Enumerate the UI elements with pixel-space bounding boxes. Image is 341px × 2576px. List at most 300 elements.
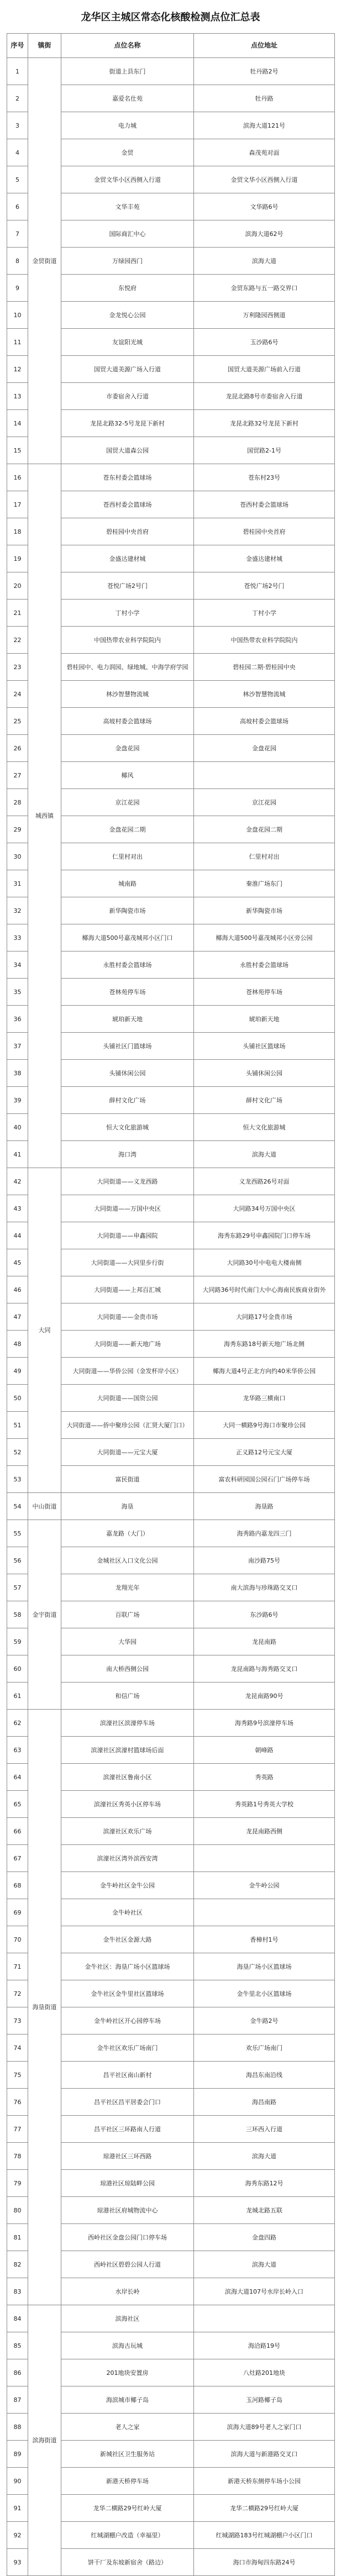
cell-site-name: 文华丰苑 (61, 193, 194, 220)
cell-no: 10 (7, 302, 28, 329)
cell-site-name: 友谊阳光城 (61, 329, 194, 356)
cell-no: 53 (7, 1466, 28, 1493)
table-row (7, 1168, 335, 1195)
cell-site-address: 头铺休闲公园 (194, 1060, 335, 1087)
cell-site-address: 大同路30号中电电大楼南侧 (194, 1249, 335, 1276)
cell-site-name: 滨海社区 (61, 2305, 194, 2332)
cell-site-name: 城南路 (61, 870, 194, 897)
cell-no: 40 (7, 1114, 28, 1141)
cell-no: 58 (7, 1601, 28, 1628)
cell-no: 47 (7, 1303, 28, 1331)
cell-site-address: 中国热带农业科学院院内 (194, 627, 335, 654)
cell-no: 30 (7, 843, 28, 870)
cell-site-address: 大同路34号万国中央区 (194, 1195, 335, 1222)
cell-site-name: 苍西村委会篮球场 (61, 491, 194, 518)
cell-no: 38 (7, 1060, 28, 1087)
cell-no: 70 (7, 1926, 28, 1953)
cell-site-address: 苍东村23号 (194, 464, 335, 491)
cell-no: 74 (7, 2034, 28, 2062)
cell-site-address: 龙昆南路与海秀路交叉口 (194, 1655, 335, 1683)
cell-site-name: 红城湖棚户改造（幸福里） (61, 2522, 194, 2549)
cell-site-address: 东沙路6号 (194, 1601, 335, 1628)
cell-no: 12 (7, 356, 28, 383)
cell-site-address: 三环西入行道 (194, 2116, 335, 2143)
cell-site-name: 头铺休闲公园 (61, 1060, 194, 1087)
cell-no: 4 (7, 139, 28, 166)
cell-no: 33 (7, 924, 28, 951)
cell-site-address: 秀英路 (194, 1764, 335, 1791)
cell-site-address: 玉沙路6号 (194, 329, 335, 356)
cell-site-address: 龙华二横路29号红岭大厦 (194, 2495, 335, 2522)
cell-site-name: 海垦 (61, 1493, 194, 1520)
cell-no: 93 (7, 2549, 28, 2576)
cell-no: 92 (7, 2522, 28, 2549)
cell-site-address: 牡丹路 (194, 85, 335, 112)
cell-no: 64 (7, 1764, 28, 1791)
cell-site-address: 金盛达建材城 (194, 545, 335, 572)
cell-no: 42 (7, 1168, 28, 1195)
cell-no: 73 (7, 2007, 28, 2034)
cell-no: 57 (7, 1574, 28, 1601)
cell-no: 37 (7, 1033, 28, 1060)
cell-site-address: 义龙西路26号对面 (194, 1168, 335, 1195)
cell-site-address: 朝峰路 (194, 1737, 335, 1764)
cell-site-name: 金牛岭社区 (61, 1899, 194, 1926)
cell-no: 66 (7, 1818, 28, 1845)
cell-site-address: 滨海大道与新港路交叉口 (194, 2441, 335, 2468)
cell-site-name: 大同街道——申鑫园院 (61, 1222, 194, 1249)
cell-no: 50 (7, 1385, 28, 1412)
cell-site-address: 秦淮广场东门 (194, 870, 335, 897)
cell-site-address: 玉河路椰子岛 (194, 2386, 335, 2414)
cell-site-name: 京江花园 (61, 789, 194, 816)
cell-site-address: 金牛路2号 (194, 2007, 335, 2034)
cell-site-address: 海昌东南沿线 (194, 2062, 335, 2089)
cell-site-name: 椰海大道500号嘉茂城邦小区门口 (61, 924, 194, 951)
cell-no: 29 (7, 816, 28, 843)
cell-site-name: 碧桂园中、电力润园、绿地城、中海学府学园 (61, 654, 194, 681)
cell-site-name: 大同街道——万国中央区 (61, 1195, 194, 1222)
cell-no: 3 (7, 112, 28, 139)
cell-site-name: 国贸大道美源广场入行道 (61, 356, 194, 383)
cell-site-address: 国贸路2-1号 (194, 437, 335, 464)
cell-site-name: 大同街道——大同里步行街 (61, 1249, 194, 1276)
cell-no: 27 (7, 762, 28, 789)
cell-site-name: 金牛岭社区开心园停车场 (61, 2007, 194, 2034)
cell-site-name: 苍东村委会篮球场 (61, 464, 194, 491)
cell-site-name: 201地块安置房 (61, 2359, 194, 2386)
cell-site-name: 大同街道——上邦百汇城 (61, 1276, 194, 1303)
cell-site-name: 碧桂园中央首府 (61, 518, 194, 545)
cell-no: 65 (7, 1791, 28, 1818)
cell-street: 滨海街道 (28, 2305, 61, 2576)
cell-no: 77 (7, 2116, 28, 2143)
cell-site-name: 金城社区入口文化公园 (61, 1547, 194, 1574)
cell-site-name: 万绿园西门 (61, 248, 194, 275)
cell-no: 11 (7, 329, 28, 356)
cell-site-name: 滨濠社区滨濠村篮球场后面 (61, 1737, 194, 1764)
cell-site-address: 滨海大道107号水岸长岭入口 (194, 2278, 335, 2305)
cell-site-address: 海秀东路18号新天地广场北侧 (194, 1331, 335, 1358)
cell-site-name: 大同街道——新天地广场 (61, 1331, 194, 1358)
cell-site-address: 海秀路内嘉龙四三门 (194, 1520, 335, 1547)
cell-no: 55 (7, 1520, 28, 1547)
cell-site-name: 大同街道——义龙西路 (61, 1168, 194, 1195)
cell-no: 24 (7, 681, 28, 708)
cell-site-address: 富农科研园国公园石门广场停车场 (194, 1466, 335, 1493)
cell-site-name: 丁村小学 (61, 600, 194, 627)
cell-no: 81 (7, 2224, 28, 2251)
cell-site-address: 滨海大道 (194, 248, 335, 275)
cell-site-name: 街道上县东门 (61, 58, 194, 85)
cell-site-name: 恒大文化旅游城 (61, 1114, 194, 1141)
cell-site-address: 京江花园 (194, 789, 335, 816)
table-row (7, 1493, 335, 1520)
cell-site-name: 椰风 (61, 762, 194, 789)
cell-no: 85 (7, 2332, 28, 2359)
cell-site-name: 滨濠社区秀英小区停车场 (61, 1791, 194, 1818)
cell-no: 78 (7, 2143, 28, 2170)
cell-site-address: 碧桂园二期·碧桂园中央 (194, 654, 335, 681)
cell-site-address: 龙昆南路90号 (194, 1683, 335, 1710)
cell-no: 87 (7, 2386, 28, 2414)
cell-no: 8 (7, 248, 28, 275)
table-row (7, 1520, 335, 1547)
cell-site-name: 昌平社区三环路南人行道 (61, 2116, 194, 2143)
cell-no: 90 (7, 2468, 28, 2495)
cell-no: 86 (7, 2359, 28, 2386)
cell-no: 21 (7, 600, 28, 627)
cell-no: 68 (7, 1872, 28, 1899)
cell-no: 17 (7, 491, 28, 518)
cell-site-address: 龙华路三横南口 (194, 1385, 335, 1412)
cell-site-name: 和信广场 (61, 1683, 194, 1710)
cell-site-name: 大华园 (61, 1628, 194, 1655)
cell-no: 28 (7, 789, 28, 816)
cell-site-address: 椰海大道500号嘉茂城邦小区旁公园 (194, 924, 335, 951)
cell-site-name: 琥珀新天地 (61, 1006, 194, 1033)
cell-no: 2 (7, 85, 28, 112)
cell-site-address: 南沙路75号 (194, 1547, 335, 1574)
table-body (7, 58, 335, 2576)
cell-no: 14 (7, 410, 28, 437)
cell-site-name: 新城社区卫生服务站 (61, 2441, 194, 2468)
cell-no: 39 (7, 1087, 28, 1114)
cell-no: 76 (7, 2089, 28, 2116)
cell-site-address: 金盘四路 (194, 2224, 335, 2251)
cell-site-address: 南大滨海与珍珠路交叉口 (194, 1574, 335, 1601)
table-header-row (7, 34, 335, 58)
cell-no: 18 (7, 518, 28, 545)
cell-no: 75 (7, 2062, 28, 2089)
cell-no: 6 (7, 193, 28, 220)
cell-site-name: 海口湾 (61, 1141, 194, 1168)
cell-site-name: 琼港社区三环西路 (61, 2143, 194, 2170)
cell-site-name: 金贸 (61, 139, 194, 166)
cell-site-address (194, 1899, 335, 1926)
cell-site-address: 金牛岭公园 (194, 1872, 335, 1899)
cell-site-name: 金牛社区金源大路 (61, 1926, 194, 1953)
cell-no: 19 (7, 545, 28, 572)
cell-site-name: 滨濠社区鲁南小区 (61, 1764, 194, 1791)
cell-site-name: 电力城 (61, 112, 194, 139)
cell-no: 82 (7, 2251, 28, 2278)
page-title: 龙华区主城区常态化核酸检测点位汇总表 (81, 12, 260, 23)
cell-site-address: 海垦广场小区篮球场 (194, 1953, 335, 1980)
cell-site-address: 林沙智慧物流城 (194, 681, 335, 708)
testing-sites-table (7, 33, 335, 2576)
cell-site-name: 龙翔光年 (61, 1574, 194, 1601)
cell-site-name: 国际商汇中心 (61, 220, 194, 248)
cell-no: 13 (7, 383, 28, 410)
cell-site-name: 金盘花园二期 (61, 816, 194, 843)
cell-site-address: 海口市海甸四东路24号 (194, 2549, 335, 2576)
cell-site-name: 富民街道 (61, 1466, 194, 1493)
cell-site-name: 仁里村对出 (61, 843, 194, 870)
cell-no: 80 (7, 2197, 28, 2224)
cell-site-name: 滨海古玩城 (61, 2332, 194, 2359)
cell-site-address: 牡丹路2号 (194, 58, 335, 85)
cell-no: 62 (7, 1710, 28, 1737)
cell-no: 83 (7, 2278, 28, 2305)
cell-street: 大同 (28, 1168, 61, 1493)
cell-no: 15 (7, 437, 28, 464)
cell-no: 35 (7, 979, 28, 1006)
table-row (7, 464, 335, 491)
cell-site-address: 正义路12号元宝大厦 (194, 1439, 335, 1466)
cell-site-name: 市委宿舍入行道 (61, 383, 194, 410)
cell-site-name: 水岸长岭 (61, 2278, 194, 2305)
table-row (7, 1710, 335, 1737)
cell-site-name: 新港天桥停车场 (61, 2468, 194, 2495)
cell-site-address: 仁里村对出 (194, 843, 335, 870)
cell-site-name: 西岭社区碧碧公园人行道 (61, 2251, 194, 2278)
cell-site-name: 滨濠社区滨濠停车场 (61, 1710, 194, 1737)
cell-site-address: 苍林苑停车场 (194, 979, 335, 1006)
header-address: 点位地址 (194, 34, 335, 58)
cell-no: 79 (7, 2170, 28, 2197)
cell-site-address (194, 1845, 335, 1872)
cell-no: 51 (7, 1412, 28, 1439)
cell-site-name: 百联广场 (61, 1601, 194, 1628)
cell-site-address: 森茂苑对面 (194, 139, 335, 166)
cell-site-name: 龙华二横路29号红岭大厦 (61, 2495, 194, 2522)
cell-site-name: 永胜村委会篮球场 (61, 951, 194, 979)
cell-no: 32 (7, 897, 28, 924)
cell-street: 金宇街道 (28, 1520, 61, 1710)
cell-no: 84 (7, 2305, 28, 2332)
cell-site-address: 椰海大道4号正北方向约40米华侨公园 (194, 1358, 335, 1385)
cell-no: 36 (7, 1006, 28, 1033)
cell-site-address: 文华路6号 (194, 193, 335, 220)
cell-no: 45 (7, 1249, 28, 1276)
cell-site-address: 香樟村1号 (194, 1926, 335, 1953)
cell-site-address: 金贸文华小区西侧入行道 (194, 166, 335, 193)
cell-site-name: 苍林苑停车场 (61, 979, 194, 1006)
cell-site-name: 琼港社区琼陆畔公园 (61, 2170, 194, 2197)
cell-site-name: 嘉爱名仕苑 (61, 85, 194, 112)
cell-site-address: 龙昆北路32号龙昆下新村 (194, 410, 335, 437)
cell-no: 9 (7, 275, 28, 302)
cell-street: 中山街道 (28, 1493, 61, 1520)
cell-site-name: 东悦府 (61, 275, 194, 302)
cell-site-name: 滨濠社区欢乐广场 (61, 1818, 194, 1845)
cell-site-name: 林沙智慧物流城 (61, 681, 194, 708)
cell-site-name: 高坡村委会篮球场 (61, 708, 194, 735)
cell-no: 7 (7, 220, 28, 248)
cell-no: 1 (7, 58, 28, 85)
header-name: 点位名称 (61, 34, 194, 58)
cell-no: 71 (7, 1953, 28, 1980)
cell-street: 海垦街道 (28, 1710, 61, 2305)
cell-site-address: 海昌南路 (194, 2089, 335, 2116)
cell-no: 26 (7, 735, 28, 762)
cell-site-address: 龙昆南路 (194, 1628, 335, 1655)
cell-site-address: 碧桂园中央首府 (194, 518, 335, 545)
cell-no: 63 (7, 1737, 28, 1764)
cell-street: 城西镇 (28, 464, 61, 1168)
cell-site-name: 大同街道——元宝大厦 (61, 1439, 194, 1466)
header-street: 镇街 (28, 34, 61, 58)
cell-site-address: 新华陶瓷市场 (194, 897, 335, 924)
cell-site-name: 国贸大道森公园 (61, 437, 194, 464)
cell-no: 61 (7, 1683, 28, 1710)
cell-site-name: 西岭社区金盘公园门口停车场 (61, 2224, 194, 2251)
cell-site-address: 滨海大道89号老人之家门口 (194, 2414, 335, 2441)
cell-no: 59 (7, 1628, 28, 1655)
cell-site-address: 大同路17号金贵市场 (194, 1303, 335, 1331)
cell-site-name: 海滨城市椰子岛 (61, 2386, 194, 2414)
table-row (7, 2305, 335, 2332)
cell-site-address: 红城湖路183号红城湖棚户小区门口 (194, 2522, 335, 2549)
cell-street: 金贸街道 (28, 58, 61, 464)
header-no: 序号 (7, 34, 28, 58)
cell-site-address: 永胜村委会篮球场 (194, 951, 335, 979)
cell-site-address: 龙昆北路8号市委宿舍入行道 (194, 383, 335, 410)
cell-site-address: 滨海大道 (194, 2143, 335, 2170)
cell-site-address: 欢乐广场南门 (194, 2034, 335, 2062)
cell-no: 22 (7, 627, 28, 654)
cell-site-address: 大同一横路9号海口市聚珍公园 (194, 1412, 335, 1439)
cell-site-address: 丁村小学 (194, 600, 335, 627)
cell-site-address (194, 762, 335, 789)
cell-site-name: 苍悦广场2号门 (61, 572, 194, 600)
cell-site-name: 大同街道——国资公园 (61, 1385, 194, 1412)
cell-site-address: 滨海大道 (194, 2251, 335, 2278)
cell-no: 52 (7, 1439, 28, 1466)
cell-site-address: 滨海大道 (194, 1141, 335, 1168)
cell-site-name: 琼港社区府城物流中心 (61, 2197, 194, 2224)
cell-no: 91 (7, 2495, 28, 2522)
cell-site-name: 金牛社区：海垦广场小区篮球场 (61, 1953, 194, 1980)
cell-no: 43 (7, 1195, 28, 1222)
cell-site-name: 金牛社区欢乐广场南门 (61, 2034, 194, 2062)
cell-site-address: 高坡村委会篮球场 (194, 708, 335, 735)
cell-no: 46 (7, 1276, 28, 1303)
cell-site-name: 头铺社区门篮球场 (61, 1033, 194, 1060)
cell-site-name: 饼干厂及东坡新宿舍（路边） (61, 2549, 194, 2576)
cell-site-name: 金牛岭社区金牛公园 (61, 1872, 194, 1899)
cell-site-name: 滨濠社区湾外滨西安湾 (61, 1845, 194, 1872)
cell-site-name: 嘉龙路（大门） (61, 1520, 194, 1547)
cell-site-name: 金龙悦心公园 (61, 302, 194, 329)
cell-site-address: 龙昆南路西侧 (194, 1818, 335, 1845)
cell-site-address: 苍西村委会篮球场 (194, 491, 335, 518)
table-row (7, 58, 335, 85)
cell-site-address: 海洽路19号 (194, 2332, 335, 2359)
cell-site-address: 滨海大道62号 (194, 220, 335, 248)
cell-site-address: 滨海大道121号 (194, 112, 335, 139)
cell-site-name: 新华陶瓷市场 (61, 897, 194, 924)
cell-site-address: 万利隆园西侧道 (194, 302, 335, 329)
cell-no: 16 (7, 464, 28, 491)
cell-no: 56 (7, 1547, 28, 1574)
cell-no: 5 (7, 166, 28, 193)
cell-site-address: 海秀东路29号申鑫园院门口停车场 (194, 1222, 335, 1249)
cell-site-address: 金牛里北小区篮球场 (194, 1980, 335, 2007)
cell-site-address: 新港天桥东侧停车场小公园 (194, 2468, 335, 2495)
cell-site-name: 大同街道——金贵市场 (61, 1303, 194, 1331)
cell-site-address: 大同路36号时代南门大中心海南民族商业街外 (194, 1276, 335, 1303)
cell-no: 23 (7, 654, 28, 681)
cell-site-name: 金贸文华小区西侧入行道 (61, 166, 194, 193)
cell-site-name: 昌平社区昌平居委会门口 (61, 2089, 194, 2116)
cell-site-name: 金盘花园 (61, 735, 194, 762)
cell-no: 72 (7, 1980, 28, 2007)
cell-site-address: 恒大文化旅游城 (194, 1114, 335, 1141)
cell-site-address: 薛村文化广场 (194, 1087, 335, 1114)
cell-no: 41 (7, 1141, 28, 1168)
cell-site-name: 薛村文化广场 (61, 1087, 194, 1114)
cell-no: 48 (7, 1331, 28, 1358)
cell-site-address: 头铺社区篮球场 (194, 1033, 335, 1060)
cell-site-address: 金盘花园 (194, 735, 335, 762)
cell-site-address: 海垦路 (194, 1493, 335, 1520)
cell-site-name: 中国热带农业科学院院内 (61, 627, 194, 654)
cell-site-address: 苍悦广场2号门 (194, 572, 335, 600)
cell-no: 69 (7, 1899, 28, 1926)
cell-site-address: 金盘花园二期 (194, 816, 335, 843)
cell-site-name: 金盛达建材城 (61, 545, 194, 572)
cell-site-name: 大同街道——侨中聚珍公园（汇贤大厦门口） (61, 1412, 194, 1439)
cell-site-name: 老人之家 (61, 2414, 194, 2441)
cell-no: 34 (7, 951, 28, 979)
cell-site-address: 海秀东路12号 (194, 2170, 335, 2197)
cell-no: 49 (7, 1358, 28, 1385)
cell-site-address: 龙城北路五联 (194, 2197, 335, 2224)
cell-no: 60 (7, 1655, 28, 1683)
cell-no: 88 (7, 2414, 28, 2441)
cell-no: 54 (7, 1493, 28, 1520)
cell-site-address (194, 2305, 335, 2332)
cell-site-address: 金贸东路与五一路交界口 (194, 275, 335, 302)
cell-no: 67 (7, 1845, 28, 1872)
cell-no: 44 (7, 1222, 28, 1249)
cell-no: 20 (7, 572, 28, 600)
cell-site-name: 南大桥西侧公园 (61, 1655, 194, 1683)
cell-no: 31 (7, 870, 28, 897)
cell-site-name: 昌平社区南山新村 (61, 2062, 194, 2089)
cell-site-address: 琥珀新天地 (194, 1006, 335, 1033)
cell-site-address: 国贸大道美源广场前入行道 (194, 356, 335, 383)
cell-site-name: 金牛社区金牛里社区篮球场 (61, 1980, 194, 2007)
cell-site-name: 大同街道——华侨公园（金发杯岸小区） (61, 1358, 194, 1385)
cell-site-name: 龙昆北路32-5号龙昆下新村 (61, 410, 194, 437)
cell-site-address: 海秀路9号滨濠停车场 (194, 1710, 335, 1737)
cell-no: 25 (7, 708, 28, 735)
cell-site-address: 八灶路201地块 (194, 2359, 335, 2386)
cell-no: 89 (7, 2441, 28, 2468)
